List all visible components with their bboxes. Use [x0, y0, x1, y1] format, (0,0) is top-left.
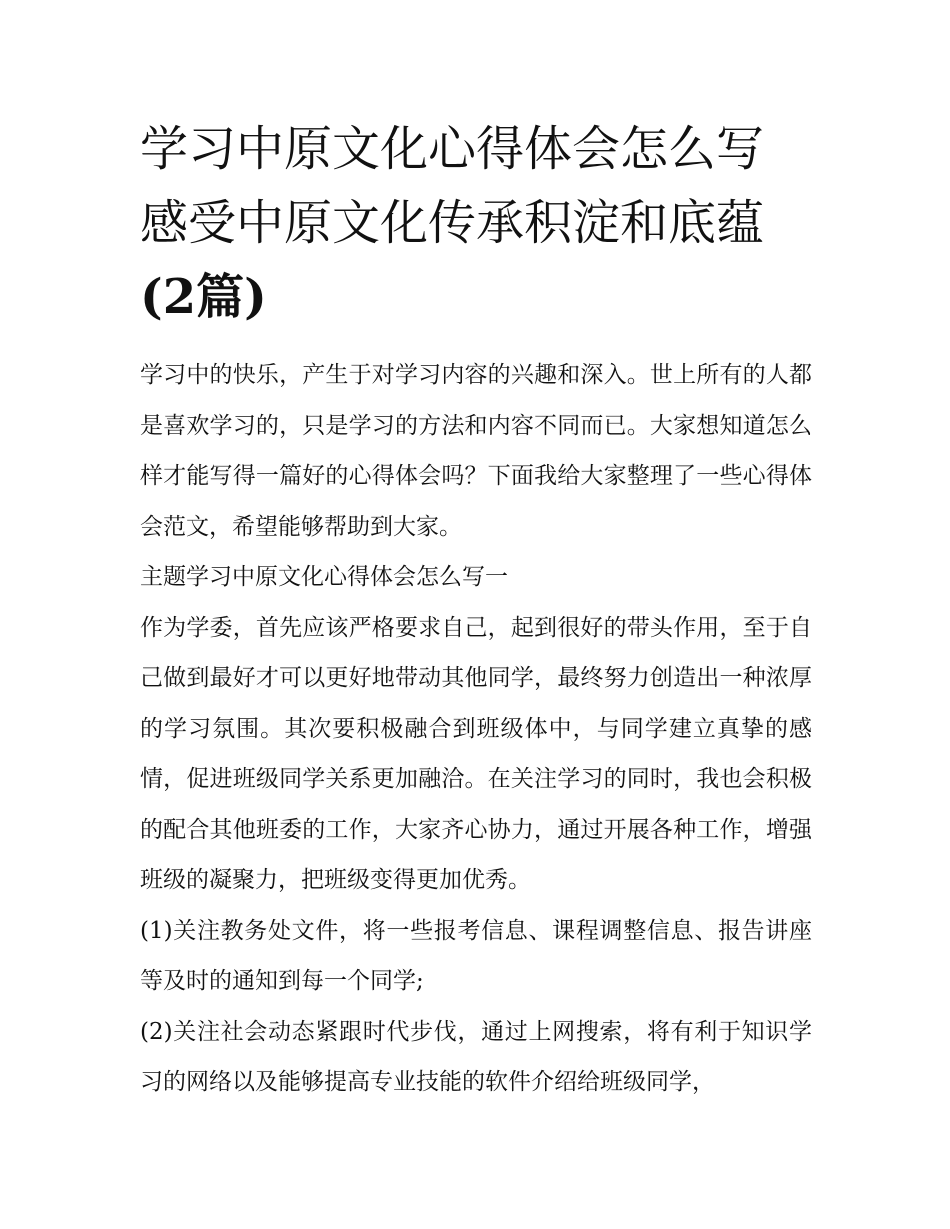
document-body	[140, 350, 812, 1108]
title-line-2: 感受中原文化传承积淀和底蕴	[140, 195, 765, 251]
section-heading: 主题学习中原文化心得体会怎么写一	[140, 564, 508, 590]
list-item-2: (2)关注社会动态紧跟时代步伐，通过上网搜索，将有利于知识学习的网络以及能够提高专业技能的软件介绍给班级同学，	[140, 1018, 812, 1095]
intro-paragraph: 学习中的快乐，产生于对学习内容的兴趣和深入。世上所有的人都是喜欢学习的，只是学习的方法和内容不同而已。大家想知道怎么样才能写得一篇好的心得体会吗？下面我给大家整理了一些心得体会范文，希望能够帮助到大家。	[140, 362, 812, 540]
title-line-1: 学习中原文化心得体会怎么写	[140, 121, 765, 177]
body-paragraph: 作为学委，首先应该严格要求自己，起到很好的带头作用，至于自己做到最好才可以更好地带动其他同学，最终努力创造出一种浓厚的学习氛围。其次要积极融合到班级体中，与同学建立真挚的感情，促进班级同学关系更加融洽。在关注学习的同时，我也会积极的配合其他班委的工作，大家齐心协力，通过开展各种工作，增强班级的凝聚力，把班级变得更加优秀。	[140, 614, 812, 893]
list-item-1: (1)关注教务处文件，将一些报考信息、课程调整信息、报告讲座等及时的通知到每一个同学;	[140, 917, 812, 994]
document-page	[140, 112, 812, 1108]
title-line-3: (2篇)	[140, 269, 267, 325]
document-title	[140, 112, 812, 334]
